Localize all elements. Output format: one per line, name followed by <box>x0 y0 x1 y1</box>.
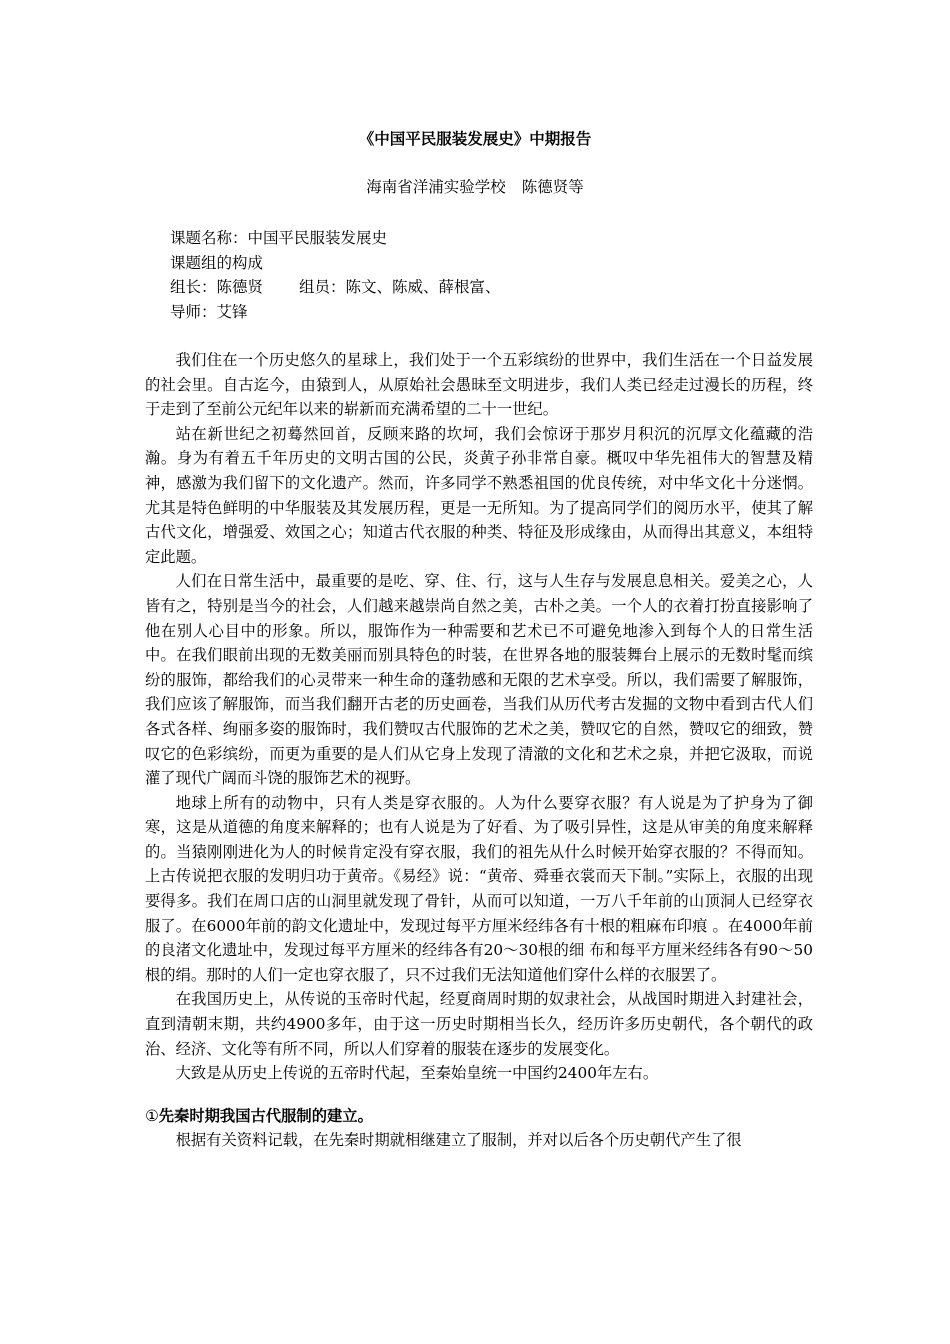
paragraph-2: 站在新世纪之初蓦然回首，反顾来路的坎坷，我们会惊讶于那岁月积沉的沉厚文化蕴藏的浩瀚。身为有着五千年历史的文明古国的公民，炎黄子孙非常自豪。概叹中华先祖伟大的智慧及精神，感激为我们留下的文化遗产。然而，许多同学不熟悉祖国的优良传统，对中华文化十分迷惘。尤其是特色鲜明的中华服装及其发展历程，更是一无所知。为了提高同学们的阅历水平，使其了解古代文化，增强爱、效国之心；知道古代衣服的种类、特征及形成缘由，从而得出其意义，本组特定此题。 <box>145 424 813 566</box>
paragraph-3: 人们在日常生活中，最重要的是吃、穿、住、行，这与人生存与发展息息相关。爱美之心，人皆有之，特别是当今的社会，人们越来越崇尚自然之美，古朴之美。一个人的衣着打扮直接影响了他在别人心目中的形象。所以，服饰作为一种需要和艺术已不可避免地渗入到每个人的日常生活中。在我们眼前出现的无数美丽而别具特色的时装，在世界各地的服装舞台上展示的无数时髦而缤纷的服饰，都给我们的心灵带来一种生命的蓬勃感和无限的艺术享受。所以，我们需要了解服饰，我们应该了解服饰，而当我们翻开古老的历史画卷，当我们从历代考古发掘的文物中看到古代人们各式各样、绚丽多姿的服饰时，我们赞叹古代服饰的艺术之美，赞叹它的自然，赞叹它的细致，赞叹它的色彩缤纷，而更为重要的是人们从它身上发现了清澈的文化和艺术之泉，并把它汲取，而说灌了现代广阔而斗饶的服饰艺术的视野。 <box>145 572 813 788</box>
section-heading <box>145 1104 813 1129</box>
author-names: 陈德贤等 <box>521 178 584 196</box>
meta-leader: 组长：陈德贤 <box>170 278 264 296</box>
paragraph-1: 我们住在一个历史悠久的星球上，我们处于一个五彩缤纷的世界中，我们生活在一个日益发展的社会里。自古迄今，由猿到人，从原始社会愚昧至文明进步，我们人类已经走过漫长的历程，终于走到了至前公元纪年以来的崭新而充满希望的二十一世纪。 <box>145 351 813 419</box>
paragraph-6: 大致是从历史上传说的五帝时代起，至秦始皇统一中国约2400年左右。 <box>175 1064 659 1083</box>
section-paragraph: 根据有关资料记载，在先秦时期就相继建立了服制，并对以后各个历史朝代产生了很 <box>175 1131 742 1150</box>
meta-group: 课题组的构成 <box>170 253 264 272</box>
section-number: ① <box>145 1106 159 1125</box>
document-title: 《中国平民服装发展史》中期报告 <box>358 129 592 148</box>
paragraph-5: 在我国历史上，从传说的玉帝时代起，经夏商周时期的奴隶社会，从战国时期进入封建社会，直到清朝末期，共约4900多年，由于这一历史时期相当长久，经历许多历史朝代，各个朝代的政治、经济、文化等有所不同，所以人们穿着的服装在逐步的发展变化。 <box>145 990 813 1058</box>
document-body <box>145 348 813 1153</box>
author-school: 海南省洋浦实验学校 <box>366 178 506 196</box>
section-title: 先秦时期我国古代服制的建立。 <box>158 1106 373 1125</box>
blank-line <box>145 1086 813 1104</box>
meta-advisor: 导师：艾锋 <box>170 302 248 321</box>
meta-topic: 课题名称：中国平民服装发展史 <box>170 229 388 247</box>
meta-members: 组员：陈文、陈威、薛根富、 <box>299 278 501 296</box>
meta-people <box>170 275 810 300</box>
paragraph-4: 地球上所有的动物中，只有人类是穿衣服的。人为什么要穿衣服？有人说是为了护身为了御寒，这是从道德的角度来解释的；也有人说是为了好看、为了吸引异性，这是从审美的角度来解释的。当猿刚刚进化为人的时候肯定没有穿衣服，我们的祖先从什么时候开始穿衣服的？不得而知。上古传说把衣服的发明归功于黄帝。《易经》说：“黄帝、舜垂衣裳而天下制。”实际上，衣服的出现要得多。我们在周口店的山洞里就发现了骨针，从而可以知道，一万八千年前的山顶洞人已经穿衣服了。在6000年前的韵文化遗址中，发现过每平方厘米经纬各有十根的粗麻布印痕 。在4000年前的良渚文化遗址中，发现过每平方厘米的经纬各有20～30根的细 布和每平方厘米经纬各有90～50根的绢。那时的人们一定也穿衣服了，只不过我们无法知道他们穿什么样的衣服罢了。 <box>145 793 813 984</box>
project-meta <box>170 226 810 324</box>
author-line <box>0 176 950 198</box>
